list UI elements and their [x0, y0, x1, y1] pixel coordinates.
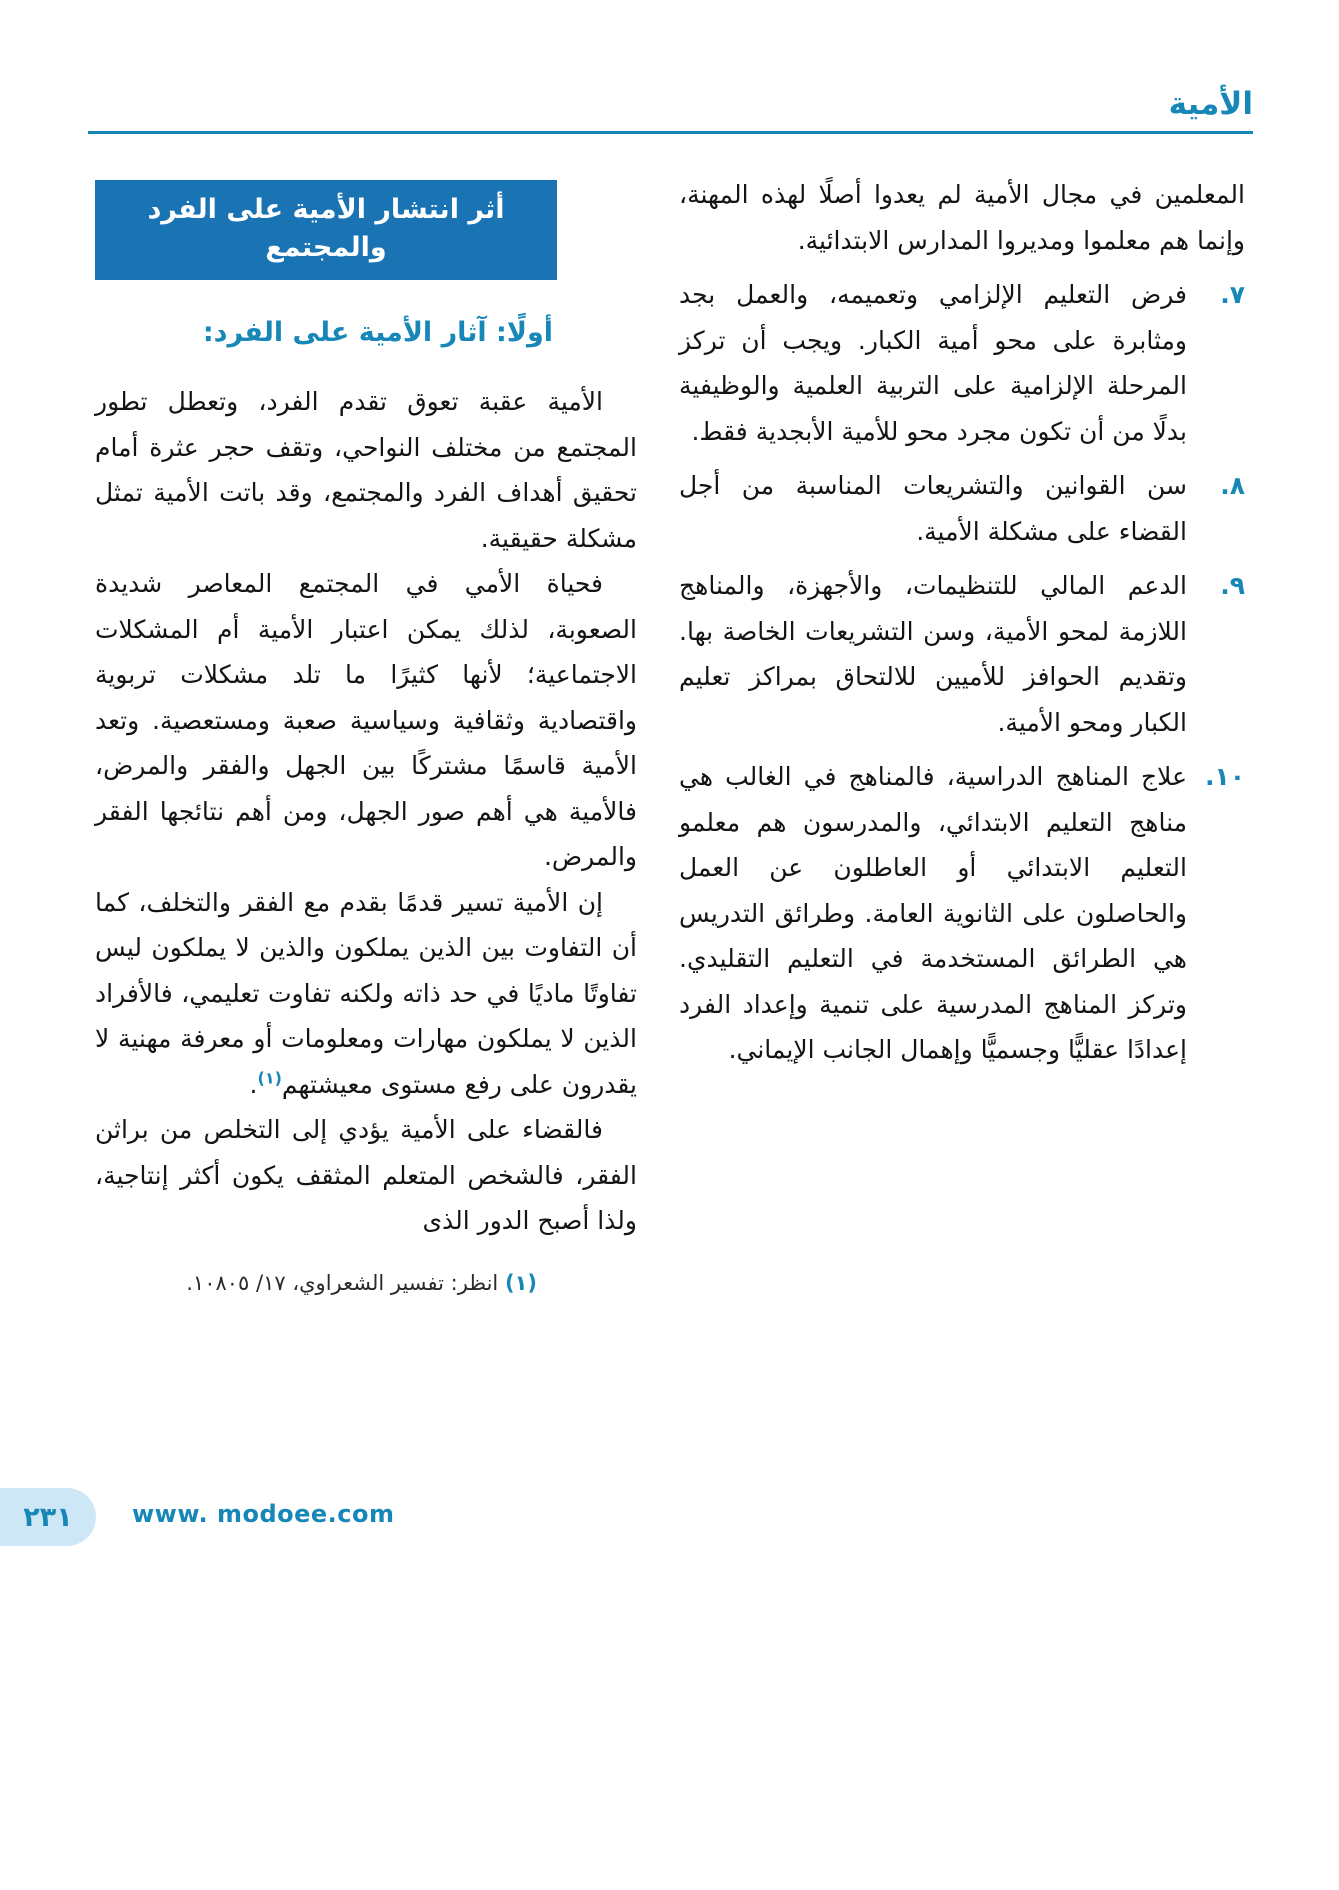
page-number-badge	[0, 1488, 96, 1546]
website-url: www. modoee.com	[132, 1500, 395, 1528]
continuation-paragraph: المعلمين في مجال الأمية لم يعدوا أصلًا لهذه المهنة، وإنما هم معلموا ومديروا المدارس الابتدائية.	[679, 180, 1245, 255]
list-item-text: سن القوانين والتشريعات المناسبة من أجل القضاء على مشكلة الأمية.	[679, 471, 1187, 546]
paragraph-period: .	[249, 1069, 258, 1099]
list-item	[679, 563, 1245, 745]
list-item-text: فرض التعليم الإلزامي وتعميمه، والعمل بجد ومثابرة على محو أمية الكبار. ويجب أن تركز المرحلة الإلزامية على التربية العلمية والوظيفية بدلًا من أن تكون مجرد محو للأمية الأبجدية فقط.	[679, 280, 1187, 446]
footnote	[95, 1268, 537, 1300]
left-column	[95, 172, 637, 1299]
list-item-number: ٩.	[1220, 571, 1245, 601]
content-columns	[95, 172, 1245, 1299]
paragraph-with-footnote	[95, 880, 637, 1108]
paragraph: فالقضاء على الأمية يؤدي إلى التخلص من براثن الفقر، فالشخص المتعلم المثقف يكون أكثر إنتاجية، ولذا أصبح الدور الذى	[95, 1115, 637, 1236]
paragraph: فحياة الأمي في المجتمع المعاصر شديدة الصعوبة، لذلك يمكن اعتبار الأمية أم المشكلات الاجتماعية؛ لأنها كثيرًا ما تلد مشكلات تربوية واقتصادية وثقافية وسياسية صعبة ومستعصية. وتعد الأمية قاسمًا مشتركًا بين الجهل والفقر والمرض، فالأمية هي أهم صور الجهل، ومن أهم نتائجها الفقر والمرض.	[95, 569, 637, 872]
paragraph-text: إن الأمية تسير قدمًا بقدم مع الفقر والتخلف، كما أن التفاوت بين الذين يملكون والذين لا يملكون ليس تفاوتًا ماديًا في حد ذاته ولكنه تفاوت تعليمي، فالأفراد الذين لا يملكون مهارات ومعلومات أو معرفة مهنية لا يقدرون على رفع مستوى معيشتهم	[95, 887, 637, 1099]
list-item-text: الدعم المالي للتنظيمات، والأجهزة، والمناهج اللازمة لمحو الأمية، وسن التشريعات الخاصة بها. وتقديم الحوافز للأميين للالتحاق بمراكز تعليم الكبار ومحو الأمية.	[679, 571, 1187, 737]
right-column	[679, 172, 1245, 1299]
footnote-text: انظر: تفسير الشعراوي، ١٧/ ١٠٨٠٥.	[186, 1270, 499, 1295]
list-item-number: ٨.	[1220, 471, 1245, 501]
section-title-banner: أثر انتشار الأمية على الفرد والمجتمع	[95, 180, 557, 280]
page-header-title: الأمية	[1168, 86, 1253, 122]
footnote-reference: (١)	[257, 1068, 282, 1088]
footnote-marker: (١)	[504, 1270, 537, 1295]
page-number: ٢٣١	[23, 1501, 73, 1533]
list-item-text: علاج المناهج الدراسية، فالمناهج في الغالب هي مناهج التعليم الابتدائي، والمدرسون هم معلمو التعليم الابتدائي أو العاطلون عن العمل والحاصلون على الثانوية العامة. وطرائق التدريس هي الطرائق المستخدمة في التعليم التقليدي. وتركز المناهج المدرسية على تنمية وإعداد الفرد إعدادًا عقليًّا وجسميًّا وإهمال الجانب الإيماني.	[679, 762, 1187, 1065]
section-subtitle: أولًا: آثار الأمية على الفرد:	[202, 316, 553, 348]
list-item	[679, 272, 1245, 454]
list-item	[679, 463, 1245, 554]
paragraph: الأمية عقبة تعوق تقدم الفرد، وتعطل تطور المجتمع من مختلف النواحي، وتقف حجر عثرة أمام تحقيق أهداف الفرد والمجتمع، وقد باتت الأمية تمثل مشكلة حقيقية.	[95, 387, 637, 553]
list-item-number: ٧.	[1220, 280, 1245, 310]
page-header	[0, 0, 1339, 134]
header-divider	[88, 131, 1253, 134]
list-item-number: ١٠.	[1204, 762, 1245, 792]
list-item	[679, 754, 1245, 1073]
